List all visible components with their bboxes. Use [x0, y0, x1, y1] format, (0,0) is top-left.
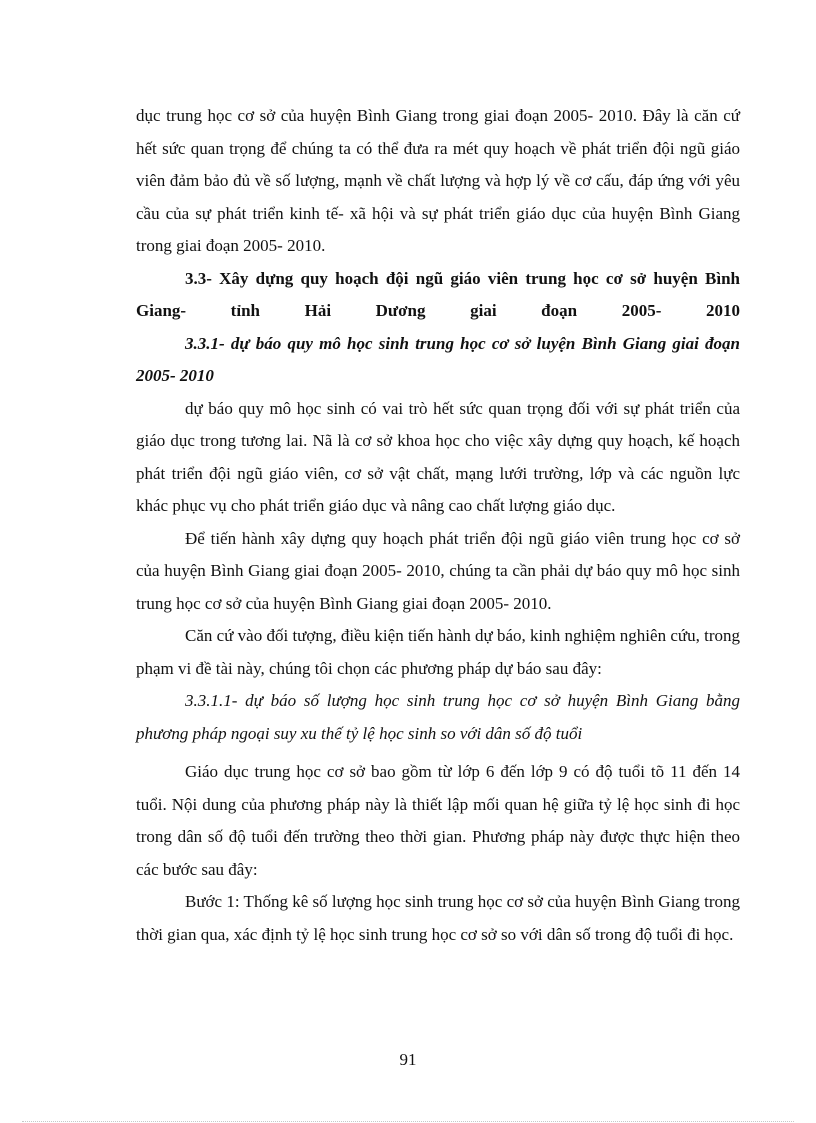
footer-divider: [22, 1121, 794, 1122]
paragraph-2: dự báo quy mô học sinh có vai trò hết sức quan trọng đối với sự phát triển của giáo dục trong tương lai. Nã là cơ sở khoa học cho việc xây dựng quy hoạch, kế hoạch phát triển đội ngũ giáo viên, cơ sở vật chất, mạng lưới trường, lớp và các nguồn lực khác phục vụ cho phát triển giáo dục và nâng cao chất lượng giáo dục.: [136, 398, 740, 515]
document-page: [136, 100, 740, 951]
subsubsection-heading-3-3-1-1: 3.3.1.1- dự báo số lượng học sinh trung học cơ sở huyện Bình Giang bằng phương pháp ngoại suy xu thế tỷ lệ học sinh so với dân số độ tuổi: [136, 691, 740, 743]
section-heading-3-3: 3.3- Xây dựng quy hoạch đội ngũ giáo viên trung học cơ sở huyện Bình Giang- tỉnh Hải Dương giai đoạn 2005- 2010: [136, 268, 740, 320]
paragraph-3: Để tiến hành xây dựng quy hoạch phát triển đội ngũ giáo viên trung học cơ sở của huyện Bình Giang giai đoạn 2005- 2010, chúng ta cần phải dự báo quy mô học sinh trung học cơ sở của huyện Bình Giang giai đoạn 2005- 2010.: [136, 528, 740, 613]
subsection-heading-3-3-1: 3.3.1- dự báo quy mô học sinh trung học cơ sở luyện Bình Giang giai đoạn 2005- 2010: [136, 333, 740, 385]
paragraph-5: Giáo dục trung học cơ sở bao gồm từ lớp 6 đến lớp 9 có độ tuổi tõ 11 đến 14 tuổi. Nội dung của phương pháp này là thiết lập mối quan hệ giữa tỷ lệ học sinh đi học trong dân số độ tuổi đến trường theo thời gian. Phương pháp này được thực hiện theo các bước sau đây:: [136, 762, 740, 879]
page-number: 91: [399, 1050, 417, 1069]
paragraph-4: Căn cứ vào đối tượng, điều kiện tiến hành dự báo, kinh nghiệm nghiên cứu, trong phạm vi đề tài này, chúng tôi chọn các phương pháp dự báo sau đây:: [136, 626, 740, 678]
paragraph-1: dục trung học cơ sở của huyện Bình Giang trong giai đoạn 2005- 2010. Đây là căn cứ hết sức quan trọng để chúng ta có thể đưa ra mét quy hoạch về phát triển đội ngũ giáo viên đảm bảo đủ về số lượng, mạnh về chất lượng và hợp lý về cơ cấu, đáp ứng với yêu cầu của sự phát triển kinh tế- xã hội và sự phát triển giáo dục của huyện Bình Giang trong giai đoạn 2005- 2010.: [136, 106, 740, 255]
paragraph-6: Bước 1: Thống kê số lượng học sinh trung học cơ sở của huyện Bình Giang trong thời gian qua, xác định tỷ lệ học sinh trung học cơ sở so với dân số trong độ tuổi đi học.: [136, 892, 740, 944]
